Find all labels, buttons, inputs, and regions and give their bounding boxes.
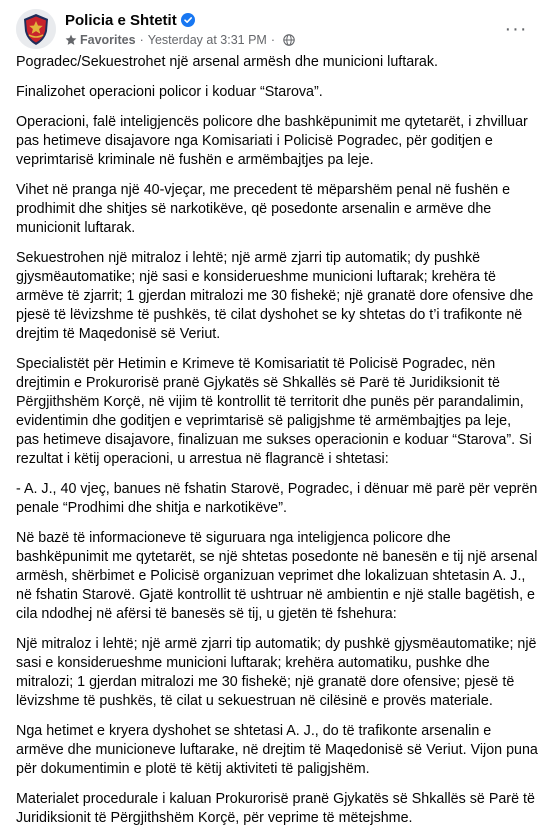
separator-dot: · — [270, 33, 275, 47]
name-row — [65, 11, 295, 29]
favorites-label: Favorites — [80, 33, 136, 47]
post-paragraph: Operacioni, falë inteligjencës policore dhe bashkëpunimit me qytetarët, i zhvilluar pas hetimeve disajavore nga Komisariati i Policisë Pogradec, për goditjen e veprimtarisë kriminale në fushën e armëmbajtjes pa leje. — [16, 114, 528, 168]
post-paragraph: Finalizohet operacioni policor i koduar “Starova”. — [16, 84, 323, 100]
post-header — [16, 9, 536, 49]
page-avatar[interactable] — [16, 9, 56, 49]
post-paragraph: Nga hetimet e kryera dyshohet se shtetasi A. J., do të trafikonte arsenalin e armëve dhe municioneve luftarake, në drejtim të Maqedonisë së Veriut. Vijon puna për dokumentimin e plotë të këtij aktiviteti të paligjshëm. — [16, 723, 538, 777]
post-paragraph: Në bazë të informacioneve të siguruara nga inteligjenca policore dhe bashkëpunimit me qytetarët, se një shtetas posedonte në banesën e tij një arsenal armësh, shërbimet e Policisë organizuan veprimet dhe lokalizuan shtetasin A. J., në fshatin Starovë. Gjatë kontrollit të ushtruar në ambientin e një stalle bagëtish, e cila ndodhej në afërsi të banesës së tij, u gjetën të fshehura: — [16, 530, 538, 622]
star-icon — [65, 34, 77, 46]
police-badge-icon — [16, 9, 56, 49]
page-name-link[interactable]: Policia e Shtetit — [65, 11, 177, 29]
post-paragraph: - A. J., 40 vjeç, banues në fshatin Starovë, Pogradec, i dënuar më parë për veprën penale “Prodhimi dhe shitja e narkotikëve”. — [16, 481, 538, 516]
timestamp-link[interactable]: Yesterday at 3:31 PM — [147, 33, 267, 47]
post-paragraph: Një mitraloz i lehtë; një armë zjarri tip automatik; dy pushkë gjysmëautomatike; një sasi e konsiderueshme municioni luftarak; krehëra automatiku, pushke dhe mitralozi; 1 gjerdan mitralozi me 30 fishekë; një granatë dore ofensive; pjesë të lëvizshme të pushkës, të cilat u sekuestruan në cilësinë e provës materiale. — [16, 636, 537, 709]
post-subtitle — [65, 32, 295, 48]
post-paragraph: Pogradec/Sekuestrohet një arsenal armësh dhe municioni luftarak. — [16, 54, 438, 70]
post-meta — [65, 11, 295, 48]
separator-dot: · — [139, 33, 144, 47]
post-body — [16, 53, 538, 839]
verified-badge-icon — [181, 13, 195, 27]
post-paragraph: Sekuestrohen një mitraloz i lehtë; një armë zjarri tip automatik; dy pushkë gjysmëautomatike; një sasi e konsiderueshme municioni luftarak; krehëra të armëve të zjarrit; 1 gjerdan mitralozi me 30 fishekë; një granatë dore ofensive dhe pjesë të lëvizshme të pushkës, të cilat dyshohet se ky shtetas do t’i trafikonte në drejtim të Maqedonisë së Veriut. — [16, 250, 534, 342]
post-paragraph: Vihet në pranga një 40-vjeçar, me precedent të mëparshëm penal në fushën e prodhimit dhe shitjes së narkotikëve, që posedonte arsenalin e armëve dhe municionit luftarak. — [16, 182, 511, 236]
globe-icon[interactable] — [283, 34, 295, 46]
post-paragraph: Specialistët për Hetimin e Krimeve të Komisariatit të Policisë Pogradec, nën drejtimin e Prokurorisë pranë Gjykatës së Shkallës së Parë të Juridiksionit të Përgjithshëm Korçë, në vijim të kontrollit të territorit dhe punës për parandalimin, evidentimin dhe goditjen e veprimtarisë së paligjshme të armëmbajtjes pa leje, pas hetimeve disajavore, finalizuan me sukses operacionin e koduar “Starova”. Si rezultat i këtij operacioni, u arrestua në flagrancë i shtetasi: — [16, 356, 532, 467]
post-paragraph: Materialet procedurale i kaluan Prokurorisë pranë Gjykatës së Shkallës së Parë të Juridiksionit të Përgjithshëm Korçë, për veprime të mëtejshme. — [16, 791, 535, 826]
more-options-icon[interactable]: ··· — [504, 17, 528, 40]
